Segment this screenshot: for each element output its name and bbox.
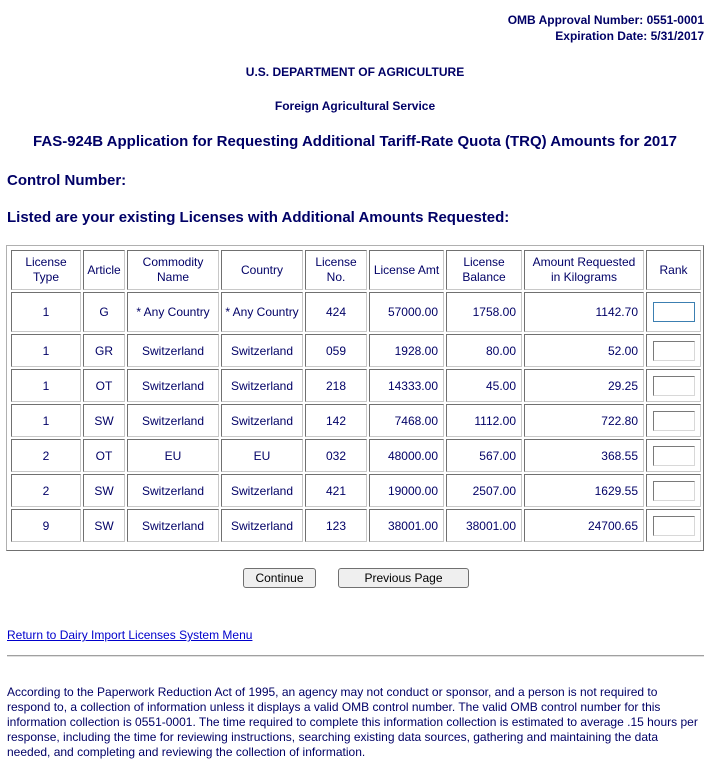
omb-approval-number: OMB Approval Number: 0551-0001	[507, 13, 704, 27]
cell-article: SW	[83, 509, 125, 542]
cell-license-no: 142	[305, 404, 367, 437]
cell-rank	[646, 334, 701, 367]
cell-amount-requested: 1142.70	[524, 292, 644, 332]
licenses-table-frame	[6, 245, 704, 551]
rank-input[interactable]	[653, 411, 695, 431]
header-article: Article	[83, 250, 125, 290]
cell-license-type: 1	[11, 292, 81, 332]
cell-rank	[646, 439, 701, 472]
cell-amount-requested: 722.80	[524, 404, 644, 437]
licenses-table	[9, 248, 703, 544]
cell-license-amt: 14333.00	[369, 369, 444, 402]
cell-license-type: 2	[11, 474, 81, 507]
cell-rank	[646, 474, 701, 507]
department-name: U.S. DEPARTMENT OF AGRICULTURE	[245, 65, 465, 79]
header-commodity-name: Commodity Name	[127, 250, 219, 290]
cell-amount-requested: 1629.55	[524, 474, 644, 507]
cell-amount-requested: 24700.65	[524, 509, 644, 542]
cell-license-amt: 57000.00	[369, 292, 444, 332]
cell-commodity: Switzerland	[127, 369, 219, 402]
cell-amount-requested: 52.00	[524, 334, 644, 367]
cell-rank	[646, 369, 701, 402]
rank-input[interactable]	[653, 341, 695, 361]
cell-country: Switzerland	[221, 404, 303, 437]
omb-info	[508, 12, 704, 44]
cell-commodity: Switzerland	[127, 509, 219, 542]
cell-amount-requested: 368.55	[524, 439, 644, 472]
table-row	[11, 292, 701, 332]
cell-country: EU	[221, 439, 303, 472]
cell-license-amt: 48000.00	[369, 439, 444, 472]
cell-license-type: 1	[11, 369, 81, 402]
cell-license-type: 2	[11, 439, 81, 472]
cell-license-amt: 1928.00	[369, 334, 444, 367]
cell-license-amt: 38001.00	[369, 509, 444, 542]
cell-license-balance: 567.00	[446, 439, 522, 472]
return-to-menu-link[interactable]: Return to Dairy Import Licenses System Menu	[7, 628, 253, 642]
cell-license-type: 1	[11, 334, 81, 367]
cell-article: SW	[83, 404, 125, 437]
service-name: Foreign Agricultural Service	[274, 99, 436, 113]
licenses-heading: Listed are your existing Licenses with Additional Amounts Requested:	[7, 209, 510, 226]
cell-country: Switzerland	[221, 474, 303, 507]
cell-rank	[646, 404, 701, 437]
table-row	[11, 369, 701, 402]
cell-license-amt: 7468.00	[369, 404, 444, 437]
cell-commodity: * Any Country	[127, 292, 219, 332]
cell-commodity: Switzerland	[127, 474, 219, 507]
expiration-date: Expiration Date: 5/31/2017	[555, 29, 704, 43]
cell-rank	[646, 509, 701, 542]
cell-amount-requested: 29.25	[524, 369, 644, 402]
rank-input[interactable]	[653, 516, 695, 536]
cell-article: GR	[83, 334, 125, 367]
cell-license-balance: 2507.00	[446, 474, 522, 507]
cell-article: SW	[83, 474, 125, 507]
table-row	[11, 439, 701, 472]
header-license-amt: License Amt	[369, 250, 444, 290]
cell-license-balance: 1758.00	[446, 292, 522, 332]
header-license-type: License Type	[11, 250, 81, 290]
cell-commodity: Switzerland	[127, 334, 219, 367]
previous-page-button[interactable]: Previous Page	[338, 568, 469, 588]
table-row	[11, 334, 701, 367]
table-row	[11, 404, 701, 437]
cell-article: G	[83, 292, 125, 332]
rank-input[interactable]	[653, 446, 695, 466]
cell-rank	[646, 292, 701, 332]
cell-license-balance: 80.00	[446, 334, 522, 367]
cell-commodity: EU	[127, 439, 219, 472]
cell-license-no: 059	[305, 334, 367, 367]
cell-license-type: 9	[11, 509, 81, 542]
table-row	[11, 509, 701, 542]
cell-article: OT	[83, 369, 125, 402]
control-number-label: Control Number:	[7, 172, 127, 189]
header-rank: Rank	[646, 250, 701, 290]
rank-input[interactable]	[653, 302, 695, 322]
cell-license-no: 421	[305, 474, 367, 507]
header-license-balance: License Balance	[446, 250, 522, 290]
table-row	[11, 474, 701, 507]
cell-country: * Any Country	[221, 292, 303, 332]
continue-button[interactable]: Continue	[243, 568, 316, 588]
cell-license-no: 218	[305, 369, 367, 402]
rank-input[interactable]	[653, 481, 695, 501]
header-amount-requested: Amount Requested in Kilograms	[524, 250, 644, 290]
cell-article: OT	[83, 439, 125, 472]
cell-license-no: 424	[305, 292, 367, 332]
paperwork-reduction-notice: According to the Paperwork Reduction Act of 1995, an agency may not conduct or sponsor, and a person is not required to respond to, a collection of information unless it displays a valid OMB control number. The valid OMB control number for this information collection is 0551-0001. The time required to complete this information collection is estimated to average .15 hours per response, including the time for reviewing instructions, searching existing data sources, gathering and maintaining the data needed, and completing and reviewing the collection of information.	[7, 685, 698, 759]
table-header-row	[11, 250, 701, 290]
cell-country: Switzerland	[221, 369, 303, 402]
cell-license-no: 123	[305, 509, 367, 542]
page-title: FAS-924B Application for Requesting Additional Tariff-Rate Quota (TRQ) Amounts for 2017	[33, 133, 677, 150]
cell-license-amt: 19000.00	[369, 474, 444, 507]
cell-country: Switzerland	[221, 334, 303, 367]
divider	[7, 655, 704, 657]
cell-license-balance: 38001.00	[446, 509, 522, 542]
cell-license-balance: 1112.00	[446, 404, 522, 437]
cell-license-balance: 45.00	[446, 369, 522, 402]
cell-commodity: Switzerland	[127, 404, 219, 437]
rank-input[interactable]	[653, 376, 695, 396]
header-country: Country	[221, 250, 303, 290]
cell-country: Switzerland	[221, 509, 303, 542]
cell-license-type: 1	[11, 404, 81, 437]
cell-license-no: 032	[305, 439, 367, 472]
header-license-no: License No.	[305, 250, 367, 290]
